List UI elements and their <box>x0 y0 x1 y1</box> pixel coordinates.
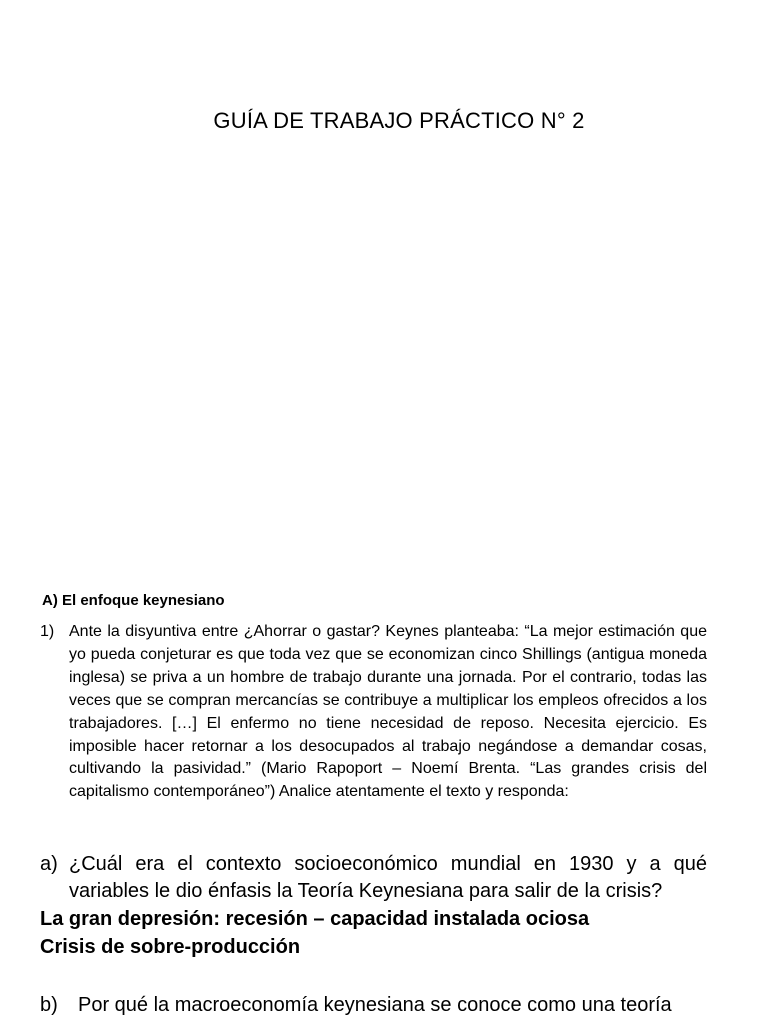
document-title: GUÍA DE TRABAJO PRÁCTICO N° 2 <box>213 108 585 133</box>
answer-a-line-1: La gran depresión: recesión – capacidad instalada ociosa <box>40 908 590 930</box>
question-1-text: Ante la disyuntiva entre ¿Ahorrar o gastar? Keynes planteaba: “La mejor estimación que yo pueda conjeturar es que toda vez que se economizan cinco Shillings (antigua moneda inglesa) se priva a un hombre de trabajo durante una jornada. Por el contrario, todas las veces que se compran mercancías se contribuye a multiplicar los empleos ofrecidos a los trabajadores. […] El enfermo no tiene necesidad de reposo. Necesita ejercicio. Es imposible hacer retornar a los desocupados al trabajo negándose a demandar cosas, cultivando la pasividad.” (Mario Rapoport – Noemí Brenta. “Las grandes crisis del capitalismo contemporáneo”) Analice atentamente el texto y responda: <box>69 623 707 801</box>
question-b-text: Por qué la macroeconomía keynesiana se conoce como una teoría <box>78 994 672 1016</box>
question-b <box>40 992 707 1019</box>
question-a <box>40 851 707 905</box>
question-1-number: 1) <box>40 623 55 640</box>
question-a-text: ¿Cuál era el contexto socioeconómico mundial en 1930 y a qué variables le dio énfasis la Teoría Keynesiana para salir de la crisis? <box>69 853 707 902</box>
answer-a-line-2: Crisis de sobre-producción <box>40 936 301 958</box>
section-heading: A) El enfoque keynesiano <box>42 592 225 609</box>
question-b-number: b) <box>40 994 58 1016</box>
question-a-number: a) <box>40 853 58 875</box>
question-1 <box>40 621 707 804</box>
